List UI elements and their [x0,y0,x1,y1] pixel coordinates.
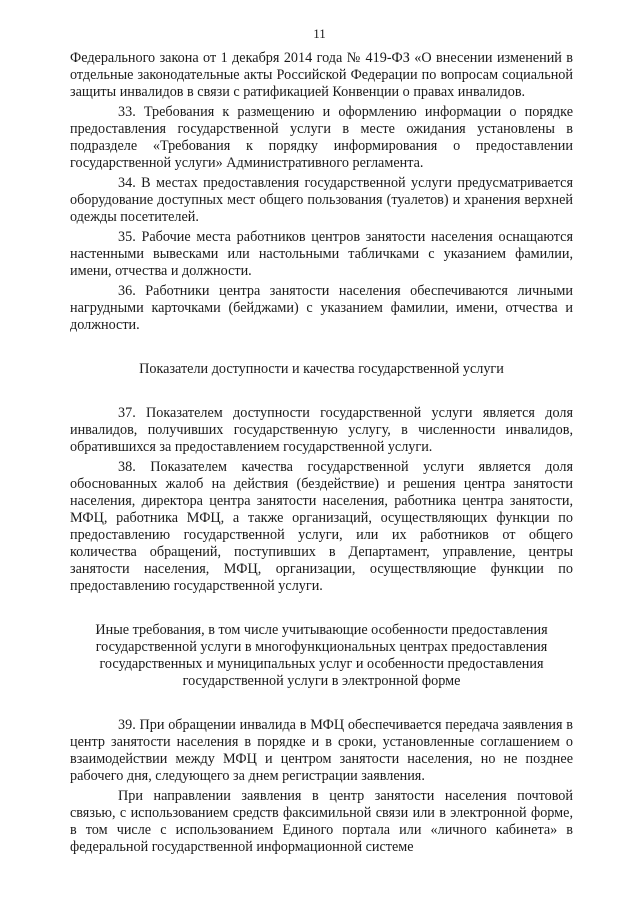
paragraph-33: 33. Требования к размещению и оформлению информации о порядке предоставления государственной услуги в месте ожидания установлены в подразделе «Требования к порядку информирования о предоставлении государственной услуги» Административного регламента. [70,104,573,171]
paragraph-39: 39. При обращении инвалида в МФЦ обеспечивается передача заявления в центр занятости населения в порядке и в сроки, установленные соглашением о взаимодействии между МФЦ и центром занятости населения, но не позднее рабочего дня, следующего за днем регистрации заявления. [70,717,573,784]
paragraph-continuation: Федерального закона от 1 декабря 2014 года № 419-ФЗ «О внесении изменений в отдельные законодательные акты Российской Федерации по вопросам социальной защиты инвалидов в связи с ратификацией Конвенции о правах инвалидов. [70,50,573,100]
document-body [70,50,573,859]
section-heading-accessibility: Показатели доступности и качества государственной услуги [139,361,504,377]
paragraph-35: 35. Рабочие места работников центров занятости населения оснащаются настенными вывесками или настольными табличками с указанием фамилии, имени, отчества и должности. [70,229,573,279]
paragraph-34: 34. В местах предоставления государственной услуги предусматривается оборудование доступных мест общего пользования (туалетов) и хранения верхней одежды посетителей. [70,175,573,225]
paragraph-36: 36. Работники центра занятости населения обеспечиваются личными нагрудными карточками (бейджами) с указанием фамилии, имени, отчества и должности. [70,283,573,333]
page-number: 11 [313,26,326,41]
section-heading-other-requirements: Иные требования, в том числе учитывающие особенности предоставления государственной услуги в многофункциональных центрах предоставления государственных и муниципальных услуг и особенности предоставления государственной услуги в электронной форме [95,622,548,689]
paragraph-37: 37. Показателем доступности государственной услуги является доля инвалидов, получивших государственную услугу, в численности инвалидов, обратившихся за предоставлением государственной услуги. [70,405,573,455]
paragraph-38: 38. Показателем качества государственной услуги является доля обоснованных жалоб на действия (бездействие) и решения центра занятости населения, директора центра занятости населения, работника центра занятости, МФЦ, работника МФЦ, а также организаций, осуществляющих функции по предоставлению государственной услуги, или их работников от общего количества обращений, поступивших в Департамент, управление, центры занятости населения, МФЦ, организации, осуществляющие функции по предоставлению государственной услуги. [70,459,573,594]
paragraph-39-continued: При направлении заявления в центр занятости населения почтовой связью, с использованием средств факсимильной связи или в электронной форме, в том числе с использованием Единого портала или «личного кабинета» в федеральной государственной информационной системе [70,788,573,855]
